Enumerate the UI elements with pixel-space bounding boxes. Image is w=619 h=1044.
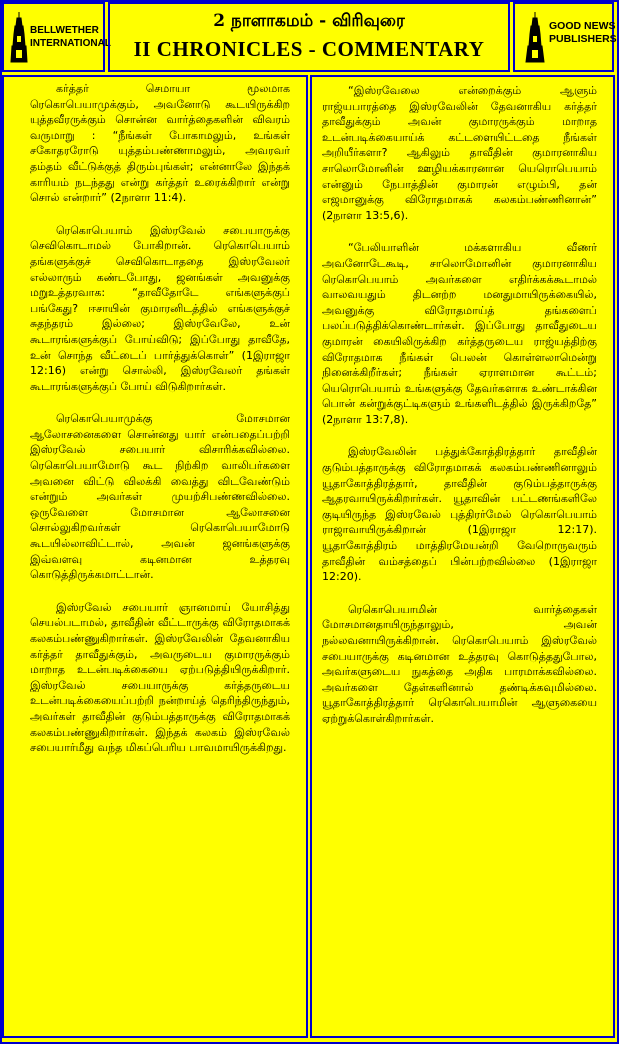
tower-icon (10, 12, 28, 64)
logo-right-line1: GOOD NEWS (549, 20, 616, 32)
page-header (0, 0, 615, 76)
paragraph: இஸ்ரவேலின் பத்துக்கோத்திரத்தார் தாவீதின் குடும்பத்தாருக்கு விரோதமாகக் கலகம்பண்ணினாலும் யூதாகோத்திரத்தார், தாவீதின் குடும்பத்தாருக்கு ஆதரவாயிருக்கிறார்கள். யூதாவின் பட்டணங்களிலே குடியிருந்த இஸ்ரவேல் புத்திரர்மேல் ரெகொபெயாம் ராஜாவாயிருக்கிறான் (1இராஜா 12:17). யூதாகோத்திரம் மாத்திரமேயன்றி வேறொருவரும் தாவீதின் வம்சத்தைப் பின்பற்றவில்லை (1இராஜா 12:20). (322, 445, 597, 584)
right-column (310, 75, 615, 1038)
page-title-tamil: 2 நாளாகமம் - விரிவுரை (213, 11, 405, 31)
logo-left-line1: BELLWETHER (30, 25, 99, 36)
bellwether-logo (2, 2, 111, 72)
title-box (108, 2, 510, 72)
paragraph: ரெகொபெயாமின் வார்த்தைகள் மோசமானதாயிருந்தாலும், அவன் நல்லவனாயிருக்கிறான். ரெகொபெயாம் இஸ்ரவேல் சபையாருக்கு கடினமான உத்தரவு கொடுத்ததுபோல, அவர்களுடைய நுகத்தை அதிக பாரமாக்கவில்லை. அவர்களை தேள்களினால் தண்டிக்கவுமில்லை. யூதாகோத்திரத்தார் ரெகொபெயாமின் ஆளுகையை ஏற்றுக்கொள்கிறார்கள். (322, 602, 597, 725)
logo-right-line2: PUBLISHERS (549, 33, 617, 45)
logo-right-text (549, 20, 617, 46)
logo-left-text (30, 24, 111, 50)
page-title-english: II CHRONICLES - COMMENTARY (133, 37, 485, 61)
logo-left-line2: INTERNATIONAL (30, 38, 111, 49)
paragraph: ரெகொபெயாமுக்கு மோசமான ஆலோசனைகளை சொன்னது யார் என்பதைப்பற்றி இஸ்ரவேல் சபையார் விசாரிக்கவில்லை. ரெகொபெயாமோடு கூட நிற்கிற வாலிபர்களை அவனை விட்டு விலக்கி வைத்து விடவேண்டும் என்றும் அவர்கள் முயற்சிபண்ணவில்லை. ஒருவேளை மோசமான ஆலோசனை சொல்லுகிறவர்கள் ரெகொபெயாமோடு கூடயில்லாவிட்டால், அவன் ஜனங்களுக்கு இவ்வளவு கடினமான உத்தரவு கொடுத்திருக்கமாட்டான். (30, 412, 290, 582)
paragraph: இஸ்ரவேல் சபையார் ஞானமாய் யோசித்து செயல்படாமல், தாவீதின் வீட்டாருக்கு விரோதமாகக் கலகம்பண்ணுகிறார்கள். இஸ்ரவேலின் தேவனாகிய கர்த்தர் தாவீதுக்கும், அவருடைய குமாரருக்கும் மாறாத உடன்படிக்கையை ஏற்படுத்தியிருக்கிறார். இஸ்ரவேல் சபையாருக்கு கர்த்தருடைய உடன்படிக்கையைப்பற்றி நன்றாய்த் தெரிந்திருந்தும், அவர்கள் தாவீதின் குடும்பத்தாருக்கு விரோதமாகக் கலகம்பண்ணுகிறார்கள். இந்தக் கலகம் இஸ்ரவேல் சபையார்மீது வந்த மிகப்பெரிய பாவமாயிருக்கிறது. (30, 600, 290, 755)
paragraph: ரெகொபெயாம் இஸ்ரவேல் சபையாருக்கு செவிகொடாமல் போகிறான். ரெகொபெயாம் தங்களுக்குச் செவிகொடாததை இஸ்ரவேலர் எல்லாரும் கண்டபோது, ஜனங்கள் அவனுக்கு மறுஉத்தரவாக: “தாவீதோடே எங்களுக்குப் பங்கேது? ஈசாயின் குமாரனிடத்தில் எங்களுக்குச் சுதந்தரம் இல்லை; இஸ்ரவேலே, உன் கூடாரங்களுக்குப் போய்விடு; இப்போது தாவீதே, உன் சொந்த வீட்டைப் பார்த்துக்கொள்” (1இராஜா 12:16) என்று சொல்லி, இஸ்ரவேலர் தங்கள் கூடாரங்களுக்குப் போய் விடுகிறார்கள். (30, 223, 290, 393)
paragraph: கர்த்தர் செமாயா மூலமாக ரெகொபெயாமுக்கும், அவனோடு கூடயிருக்கிற யுத்தவீரருக்கும் சொன்ன வார்த்தைகளின் விவரம் வருமாறு : “நீங்கள் போகாமலும், உங்கள் சகோதரரோடு யுத்தம்பண்ணாமலும், அவரவர் தம்தம் வீட்டுக்குத் திரும்புங்கள்; என்னாலே இந்தக் காரியம் நடந்தது என்று கர்த்தர் உரைக்கிறார் என்று சொல் என்றார்” (2நாளா 11:4). (30, 82, 290, 205)
paragraph: “பேலியாளின் மக்களாகிய வீணர் அவனோடேகூடி, சாலொமோனின் குமாரனாகிய ரெகொபெயாம் அவர்களை எதிர்க்கக்கூடாமல் வாலவயதும் திடனற்ற மனதுமாயிருக்கையில், அவனுக்கு விரோதமாய்த் தங்களைப் பலப்படுத்திக்கொண்டார்கள். இப்போது தாவீதுடைய குமாரன் கையிலிருக்கிற கர்த்தருடைய ராஜ்யத்திற்கு விரோதமாக நீங்கள் பெலன் கொள்ளலாமென்று நினைக்கிறீர்கள்; நீங்கள் ஏராளமான கூட்டம்; யெரொபெயாம் உங்களுக்கு தேவர்களாக உண்டாக்கின பொன் கன்றுக்குட்டிகளும் உங்களிடத்தில் இருக்கிறதே” (2நாளா 13:7,8). (322, 241, 597, 426)
tower-icon (525, 12, 545, 64)
good-news-logo (513, 2, 617, 72)
left-column (2, 75, 308, 1038)
paragraph: “இஸ்ரவேலை என்றைக்கும் ஆளும் ராஜ்யபாரத்தை இஸ்ரவேலின் தேவனாகிய கர்த்தர் தாவீதுக்கும் அவன் குமாரருக்கும் மாறாத உடன்படிக்கையாய்க் கட்டளையிட்டதை நீங்கள் அறியீர்களா? ஆகிலும் தாவீதின் குமாரனாகிய சாலொமோனின் ஊழியக்காரனான யெரொபெயாம் என்னும் நேபாத்தின் குமாரன் எழும்பி, தன் எஜமானுக்கு விரோதமாகக் கலகம்பண்ணினான்” (2நாளா 13:5,6). (322, 84, 597, 222)
